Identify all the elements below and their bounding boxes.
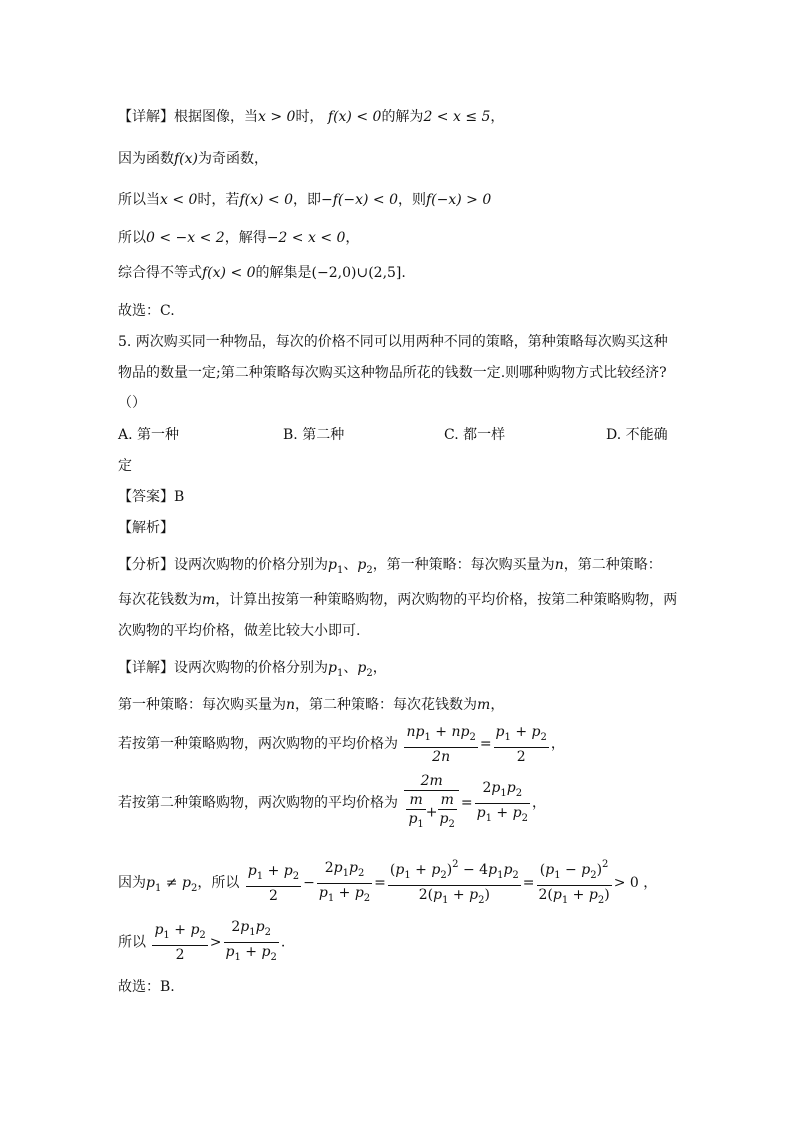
q5-paren: （） (118, 395, 146, 411)
detail2-line4: 若按第二种策略购物，两次购物的平均价格为 2m $\frac{m}{p_1}$ + $\frac{m}{p_2}$ = $\frac{2p_1p_2}{p_1 + p_2}$ ， (118, 772, 546, 834)
analysis-line2: 每次花钱数为m，计算出按第一种策略购物，两次购物的平均价格，按第二种策略购物，两 (118, 592, 678, 608)
detail2-line1: 【详解】设两次购物的价格分别为$p_1$、$p_2$， (118, 660, 387, 679)
q5-option-d: D. 不能确 (606, 427, 668, 443)
detail2-line3: 若按第一种策略购物，两次购物的平均价格为 $\frac{np_1 + np_2}{2n}$ = $\frac{p_1 + p_2}{2}$ ， (118, 723, 565, 765)
detail-tag: 【详解】 (118, 109, 174, 125)
q5-line1: 5. 两次购买同一种物品，每次的价格不同可以用两种不同的策略，第种策略每次购买这种 (118, 334, 668, 350)
formula-avg2: 2m $\frac{m}{p_1}$ + $\frac{m}{p_2}$ (404, 772, 458, 834)
analysis-tag: 【解析】 (118, 520, 174, 536)
detail2-line5: 因为$p_1 \ne p_2$，所以 $\frac{p_1 + p_2}{2}$ − $\frac{2p_1p_2}{p_1 + p_2}$ = $\frac{(p_1 + p_2)^2 - 4p_1p_2}{2(p_1 + p_2)}$ = $\frac{(p_1 - p_2)^2}{2(p_1 + p_2)}$ > 0 ， (118, 856, 657, 911)
q5-option-d-cont: 定 (118, 458, 132, 474)
q5-line2: 物品的数量一定;第二种策略每次购买这种物品所花的钱数一定.则哪种购物方式比较经济? (118, 365, 667, 381)
q5-option-b: B. 第二种 (283, 427, 345, 443)
detail2-line2: 第一种策略：每次购买量为n，第二种策略：每次花钱数为m， (118, 697, 505, 713)
detail2-choice: 故选：B. (118, 979, 175, 995)
detail1-line2: 因为函数f(x)为奇函数， (118, 151, 269, 167)
answer-value: B (174, 489, 185, 505)
detail1-choice: 故选：C. (118, 303, 175, 319)
analysis-line3: 次购物的平均价格，做差比较大小即可. (118, 623, 361, 639)
q5-option-c: C. 都一样 (444, 427, 506, 443)
detail1-line3: 所以当x < 0时，若f(x) < 0，即−f(−x) < 0，则f(−x) > 0 (118, 192, 492, 208)
detail2-line6: 所以 $\frac{p_1 + p_2}{2}$ > $\frac{2p_1p_2}{p_1 + p_2}$ . (118, 919, 286, 963)
q5-option-a: A. 第一种 (118, 427, 180, 443)
detail1-line1: 【详解】根据图像，当x > 0时， f(x) < 0的解为2 < x ≤ 5， (118, 109, 505, 125)
formula-avg1: $\frac{np_1 + np_2}{2n}$ (406, 723, 476, 765)
answer-tag: 【答案】 (118, 489, 174, 505)
answer-line (118, 487, 184, 507)
detail1-line5: 综合得不等式f(x) < 0的解集是(−2,0)∪(2,5]. (118, 265, 406, 281)
detail1-line4: 所以0 < −x < 2，解得−2 < x < 0， (118, 230, 360, 246)
formula-diff: $\frac{p_1 + p_2}{2}$ (247, 862, 300, 904)
analysis-line1: 【分析】设两次购物的价格分别为$p_1$、$p_2$，第一种策略：每次购买量为n，第二种策略： (118, 557, 662, 576)
formula-conclusion: $\frac{p_1 + p_2}{2}$ (154, 922, 206, 963)
